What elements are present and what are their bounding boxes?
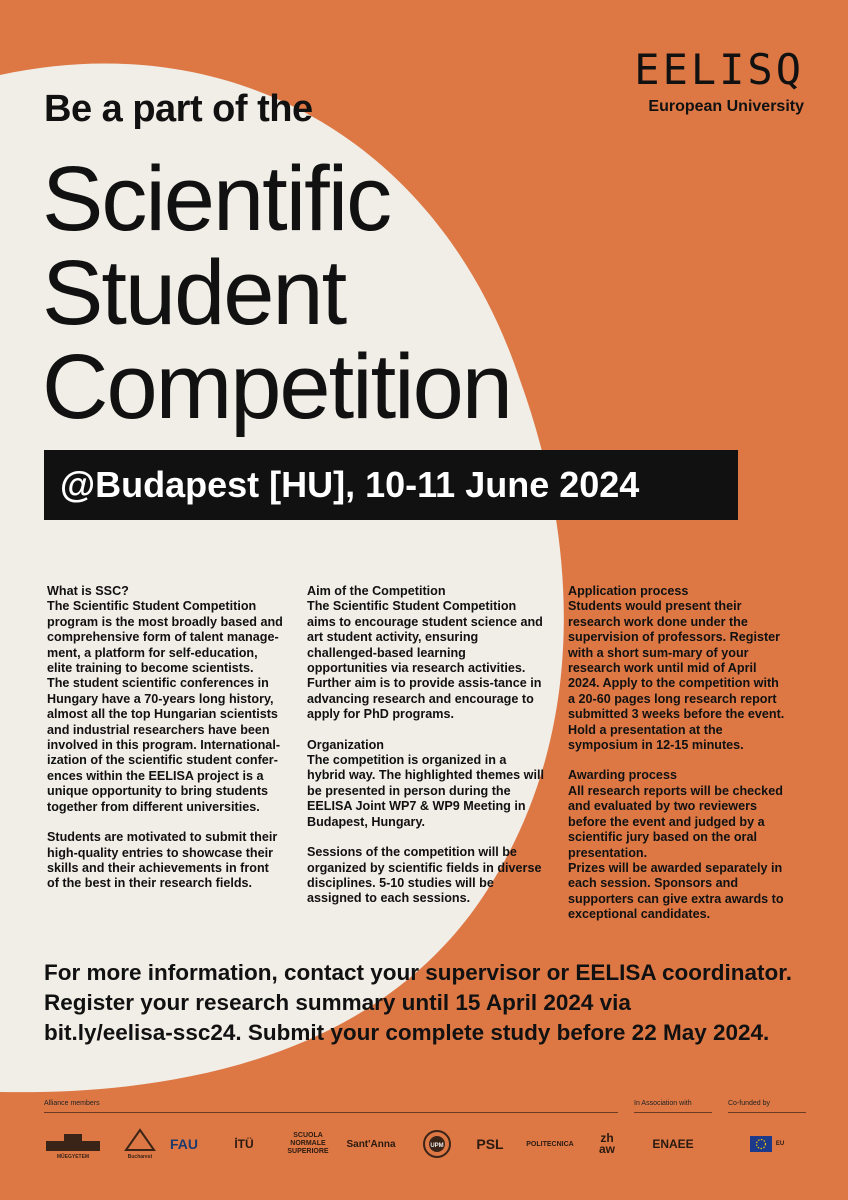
logo-zhaw: zh aw: [598, 1131, 615, 1156]
svg-text:UPM: UPM: [430, 1143, 444, 1149]
what-heading: What is SSC?: [47, 584, 129, 598]
what-paragraph-1: The Scientific Student Competition program is the most broadly based and comprehensive form of talent manage-ment, a platform for self-education, elite training to become scientists.: [47, 599, 283, 676]
cta-line-3[interactable]: bit.ly/eelisa-ssc24. Submit your complete study before 22 May 2024.: [44, 1020, 770, 1045]
alliance-label: Alliance members: [44, 1100, 100, 1107]
awarding-heading: Awarding process: [568, 768, 677, 783]
logo-itu: İTÜ: [234, 1137, 254, 1151]
column-application-awarding: [568, 584, 788, 923]
cta-line-1: For more information, contact your supervisor or EELISA coordinator.: [44, 960, 793, 985]
eelisa-wordmark: EELISQ: [634, 45, 804, 94]
title-line-1: Scientific: [42, 148, 391, 250]
organization-paragraph-1: The competition is organized in a hybrid way. The highlighted themes will be presented in person during the EELISA Joint WP7 & WP9 Meeting in Budapest, Hungary.: [307, 753, 544, 829]
cta-line-2: Register your research summary until 15 April 2024 via: [44, 990, 631, 1015]
logo-psl: PSL: [476, 1136, 504, 1152]
logo-enaee: ENAEE: [652, 1137, 694, 1151]
logo-fau: FAU: [170, 1136, 198, 1152]
eelisa-subtitle: European University: [648, 98, 804, 115]
application-paragraph: Students would present their research work done under the supervision of professors. Register with a short sum-mary of your research work until mid of April 2024. Apply to the competition with a 20-60 pages long research report submitted 3 weeks before the event. Hold a presentation at the symposium in 12-15 minutes.: [568, 599, 785, 753]
logo-upm: [422, 1126, 452, 1162]
logo-bme: [44, 1126, 102, 1162]
organization-paragraph-2: Sessions of the competition will be organized by scientific fields in diverse disciplines. 5-10 studies will be assigned to each sessions.: [307, 845, 542, 906]
application-heading: Application process: [568, 584, 689, 598]
event-banner: @Budapest [HU], 10-11 June 2024: [44, 450, 738, 520]
logo-politecnica: POLITECNICA: [526, 1140, 574, 1148]
logo-row: [44, 1126, 806, 1166]
awarding-paragraph-1: All research reports will be checked and evaluated by two reviewers before the event and judged by a scientific jury based on the oral presentation.: [568, 783, 783, 860]
alliance-divider: [44, 1112, 618, 1113]
svg-text:MŰEGYETEM: MŰEGYETEM: [56, 1154, 90, 1159]
column-what-is-ssc: [47, 584, 283, 892]
what-paragraph-2: The student scientific conferences in Hungary have a 70-years long history, almost all the top Hungarian scientists and industrial researchers have been involved in this program. International-ization of the scientific student confer-ences within the EELISA project is a unique opportunity to bring students together from different universities.: [47, 676, 281, 814]
triangle-emblem-icon: [120, 1128, 160, 1160]
title-line-2: Student: [42, 242, 346, 344]
svg-text:Bucharest: Bucharest: [127, 1154, 153, 1160]
aim-heading: Aim of the Competition: [307, 584, 446, 598]
title-line-3: Competition: [42, 336, 511, 438]
logo-sns: SCUOLA NORMALE SUPERIORE: [287, 1132, 329, 1155]
logo-bucharest: [120, 1126, 160, 1162]
logo-eu: [728, 1126, 806, 1162]
footer-logos: [44, 1096, 806, 1176]
cofunded-label: Co-funded by: [728, 1100, 771, 1107]
seal-icon: [422, 1129, 452, 1159]
kicker-text: Be a part of the: [44, 88, 313, 130]
call-to-action: [44, 958, 824, 1048]
column-aim-organization: [307, 584, 547, 907]
eu-flag-icon: [750, 1136, 772, 1152]
logo-santanna: Sant'Anna: [346, 1138, 396, 1150]
awarding-paragraph-2: Prizes will be awarded separately in each session. Sponsors and supporters can give extra awards to exceptional candidates.: [568, 860, 784, 922]
page-title: [42, 148, 511, 438]
eu-label: EU: [775, 1141, 785, 1147]
association-label: In Association with: [634, 1100, 692, 1107]
cofunded-divider: [728, 1112, 806, 1113]
what-paragraph-3: Students are motivated to submit their high-quality entries to showcase their skills and their achievements in front of the best in their research fields.: [47, 830, 278, 891]
aim-paragraph: The Scientific Student Competition aims to encourage student science and art student activity, ensuring challenged-based learning opportunities via research activities. Further aim is to provide assis-tance in advancing research and encourage to apply for PhD programs.: [307, 599, 543, 722]
organization-heading: Organization: [307, 737, 384, 752]
association-divider: [634, 1112, 712, 1113]
building-icon: [44, 1129, 102, 1159]
eelisa-logo: [624, 45, 804, 116]
